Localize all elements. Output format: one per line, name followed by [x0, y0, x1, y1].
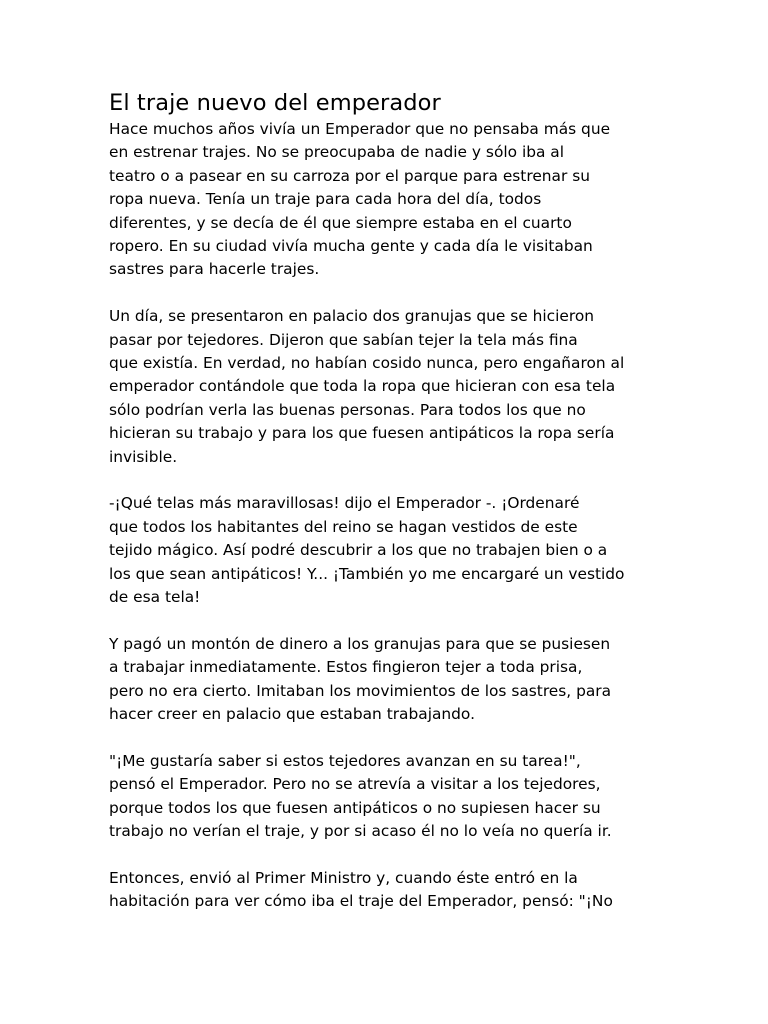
- paragraph-spacer: [109, 844, 669, 867]
- document-body: [109, 88, 669, 914]
- paragraph-spacer: [109, 282, 669, 305]
- paragraph-spacer: [109, 469, 669, 492]
- paragraph: -¡Qué telas más maravillosas! dijo el Emperador -. ¡Ordenaré que todos los habitantes del reino se hagan vestidos de este tejido mágico. Así podré descubrir a los que no trabajen bien o a los que sean antipáticos! Y... ¡También yo me encargaré un vestido de esa tela!: [109, 494, 625, 607]
- paragraph: Un día, se presentaron en palacio dos granujas que se hicieron pasar por tejedores. Dijeron que sabían tejer la tela más fina que existía. En verdad, no habían cosido nunca, pero engañaron al emperador contándole que toda la ropa que hicieran con esa tela sólo podrían verla las buenas personas. Para todos los que no hicieran su trabajo y para los que fuesen antipáticos la ropa sería invisible.: [109, 307, 625, 466]
- document-title: El traje nuevo del emperador: [109, 90, 441, 116]
- paragraph-spacer: [109, 610, 669, 633]
- paragraph-spacer: [109, 727, 669, 750]
- paragraph: "¡Me gustaría saber si estos tejedores avanzan en su tarea!", pensó el Emperador. Pero no se atrevía a visitar a los tejedores, porque todos los que fuesen antipáticos o no supiesen hacer su trabajo no verían el traje, y por si acaso él no lo veía no quería ir.: [109, 751, 612, 841]
- paragraph: Hace muchos años vivía un Emperador que no pensaba más que en estrenar trajes. No se preocupaba de nadie y sólo iba al teatro o a pasear en su carroza por el parque para estrenar su ropa nueva. Tenía un traje para cada hora del día, todos diferentes, y se decía de él que siempre estaba en el cuarto ropero. En su ciudad vivía mucha gente y cada día le visitaban sastres para hacerle trajes.: [109, 120, 611, 279]
- paragraph: Y pagó un montón de dinero a los granujas para que se pusiesen a trabajar inmediatamente. Estos fingieron tejer a toda prisa, pero no era cierto. Imitaban los movimientos de los sastres, para hacer creer en palacio que estaban trabajando.: [109, 634, 612, 724]
- paragraph: Entonces, envió al Primer Ministro y, cuando éste entró en la habitación para ver cómo iba el traje del Emperador, pensó: "¡No: [109, 868, 613, 911]
